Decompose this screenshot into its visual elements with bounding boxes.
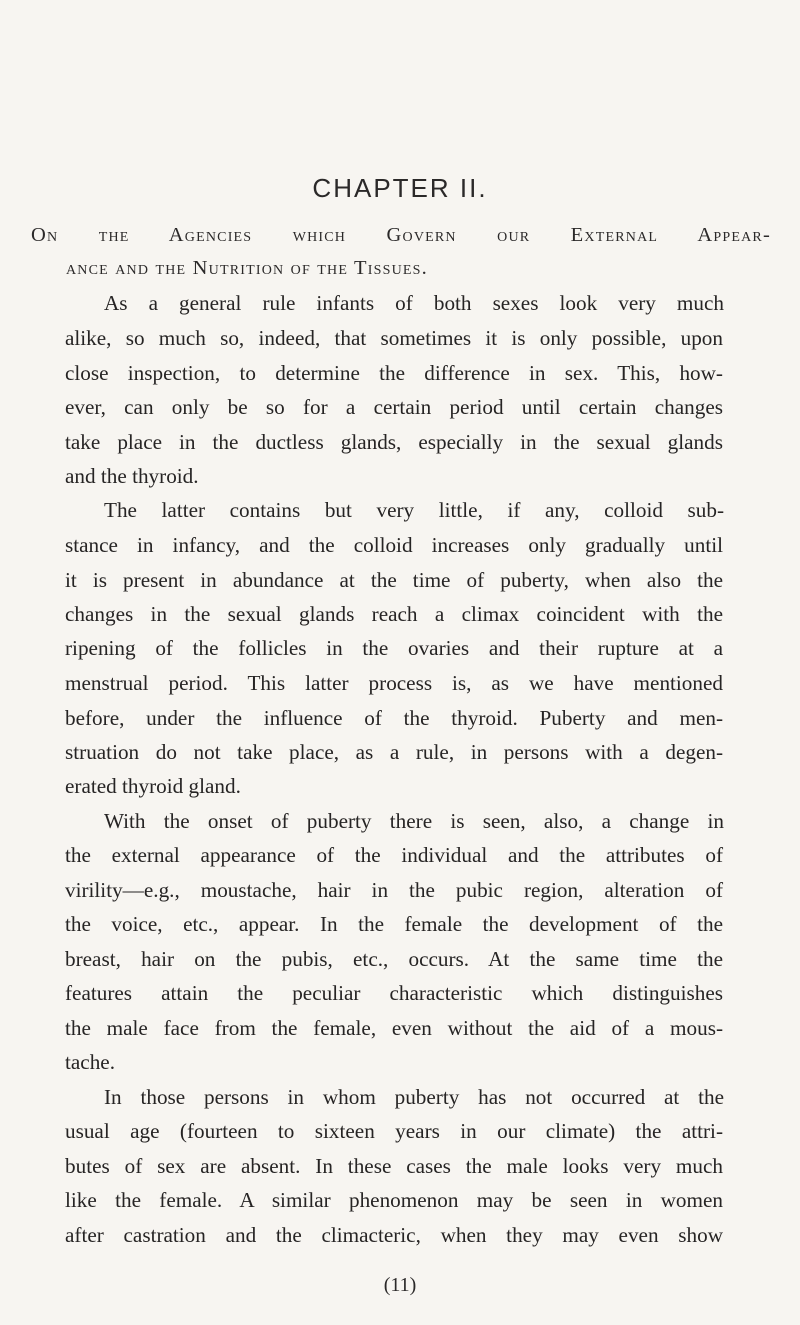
body-line-4: ever, can only be so for a certain period until certain changes <box>65 395 723 419</box>
body-line-28: after castration and the climacteric, when they may even show <box>65 1223 723 1247</box>
body-line-24: In those persons in whom puberty has not occurred at the <box>104 1085 724 1109</box>
body-line-11: ripening of the follicles in the ovaries and their rupture at a <box>65 636 723 660</box>
body-line-16: With the onset of puberty there is seen, also, a change in <box>104 809 724 833</box>
body-line-13: before, under the influence of the thyroid. Puberty and men- <box>65 706 723 730</box>
section-heading-line-1: On the Agencies which Govern our External Appear- <box>31 224 771 246</box>
body-line-14: struation do not take place, as a rule, in persons with a degen- <box>65 740 723 764</box>
body-line-9: it is present in abundance at the time of puberty, when also the <box>65 568 723 592</box>
body-line-7: The latter contains but very little, if any, colloid sub- <box>104 498 724 522</box>
body-line-1: As a general rule infants of both sexes look very much <box>104 291 724 315</box>
body-line-26: butes of sex are absent. In these cases the male looks very much <box>65 1154 723 1178</box>
body-line-2: alike, so much so, indeed, that sometimes it is only possible, upon <box>65 326 723 350</box>
section-heading-line-2: ance and the Nutrition of the Tissues. <box>66 257 428 279</box>
body-line-20: breast, hair on the pubis, etc., occurs. At the same time the <box>65 947 723 971</box>
body-line-23: tache. <box>65 1050 115 1074</box>
body-line-3: close inspection, to determine the difference in sex. This, how- <box>65 361 723 385</box>
body-line-19: the voice, etc., appear. In the female the development of the <box>65 912 723 936</box>
body-line-10: changes in the sexual glands reach a climax coincident with the <box>65 602 723 626</box>
body-line-6: and the thyroid. <box>65 464 199 488</box>
body-line-18: virility—e.g., moustache, hair in the pubic region, alteration of <box>65 878 723 902</box>
body-line-17: the external appearance of the individual and the attributes of <box>65 843 723 867</box>
body-line-25: usual age (fourteen to sixteen years in our climate) the attri- <box>65 1119 723 1143</box>
body-line-5: take place in the ductless glands, especially in the sexual glands <box>65 430 723 454</box>
body-line-15: erated thyroid gland. <box>65 774 241 798</box>
chapter-title: CHAPTER II. <box>312 173 488 203</box>
body-line-22: the male face from the female, even without the aid of a mous- <box>65 1016 723 1040</box>
page-number: (11) <box>383 1274 417 1296</box>
body-line-8: stance in infancy, and the colloid increases only gradually until <box>65 533 723 557</box>
body-line-27: like the female. A similar phenomenon may be seen in women <box>65 1188 723 1212</box>
body-line-21: features attain the peculiar characteristic which distinguishes <box>65 981 723 1005</box>
body-line-12: menstrual period. This latter process is, as we have mentioned <box>65 671 723 695</box>
